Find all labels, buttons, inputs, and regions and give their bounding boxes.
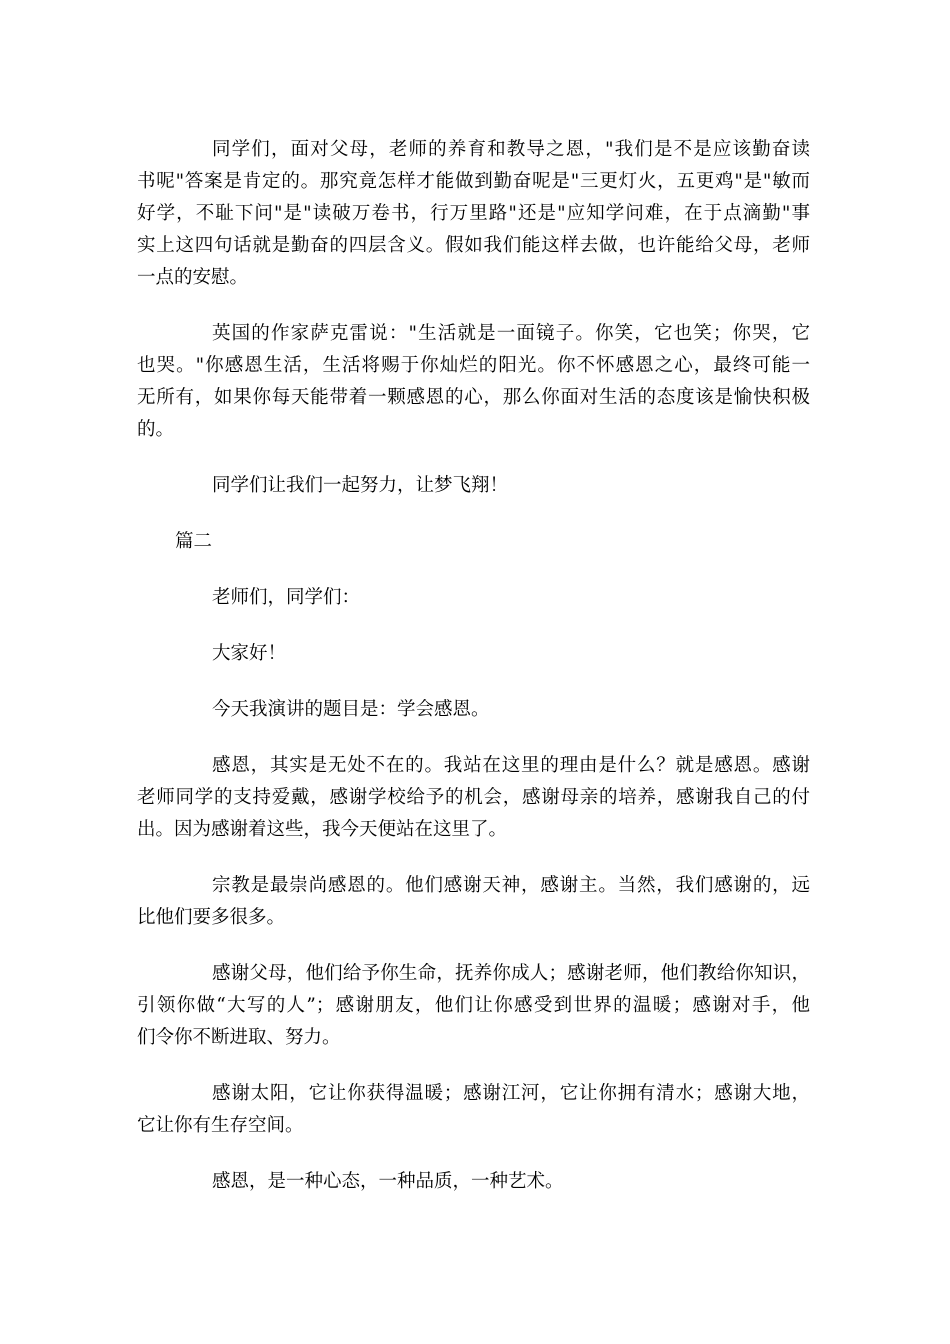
text-line: 同学们让我们一起努力，让梦飞翔！ — [212, 475, 509, 496]
text-line: 好学，不耻下问"是"读破万卷书，行万里路"还是"应知学问难，在于点滴勤"事 — [137, 203, 810, 224]
text-line: 感谢太阳，它让你获得温暖；感谢江河，它让你拥有清水；感谢大地， — [212, 1083, 810, 1104]
paragraph — [137, 134, 810, 294]
paragraph — [137, 870, 810, 934]
text-line: 实上这四句话就是勤奋的四层含义。假如我们能这样去做，也许能给父母，老师 — [137, 235, 810, 256]
text-line: 老师同学的支持爱戴，感谢学校给予的机会，感谢母亲的培养，感谢我自己的付 — [137, 787, 810, 808]
document-body — [137, 134, 810, 1222]
text-line: 感谢父母，他们给予你生命，抚养你成人；感谢老师，他们教给你知识， — [212, 963, 810, 984]
paragraph — [137, 750, 810, 846]
text-line: 它让你有生存空间。 — [137, 1115, 304, 1136]
text-line: 大家好！ — [212, 643, 287, 664]
paragraph — [137, 958, 810, 1054]
paragraph — [137, 318, 810, 446]
paragraph — [137, 1166, 810, 1198]
text-line: 出。因为感谢着这些，我今天便站在这里了。 — [137, 819, 508, 840]
text-line: 感恩，是一种心态，一种品质，一种艺术。 — [212, 1171, 564, 1192]
paragraph — [137, 1078, 810, 1142]
text-line: 一点的安慰。 — [137, 267, 249, 288]
text-line: 的。 — [137, 419, 175, 440]
text-line: 今天我演讲的题目是：学会感恩。 — [212, 699, 490, 720]
text-line: 感恩，其实是无处不在的。我站在这里的理由是什么？就是感恩。感谢 — [212, 755, 810, 776]
text-line: 书呢"答案是肯定的。那究竟怎样才能做到勤奋呢是"三更灯火，五更鸡"是"敏而 — [137, 171, 810, 192]
text-line: 英国的作家萨克雷说："生活就是一面镜子。你笑，它也笑；你哭，它 — [212, 323, 810, 344]
text-line: 老师们，同学们： — [212, 587, 361, 608]
text-line: 比他们要多很多。 — [137, 907, 286, 928]
paragraph — [137, 470, 810, 502]
paragraph — [137, 582, 810, 614]
text-line: 同学们，面对父母，老师的养育和教导之恩，"我们是不是应该勤奋读 — [212, 139, 810, 160]
paragraph — [137, 638, 810, 670]
text-line: 宗教是最崇尚感恩的。他们感谢天神，感谢主。当然，我们感谢的，远 — [212, 875, 810, 896]
paragraph — [137, 694, 810, 726]
text-line: 无所有，如果你每天能带着一颗感恩的心，那么你面对生活的态度该是愉快积极 — [137, 387, 810, 408]
text-line: 们令你不断进取、努力。 — [137, 1027, 341, 1048]
text-line: 引领你做“大写的人”；感谢朋友，他们让你感受到世界的温暖；感谢对手，他 — [137, 995, 810, 1016]
section-heading: 篇二 — [175, 531, 213, 552]
text-line: 也哭。"你感恩生活，生活将赐于你灿烂的阳光。你不怀感恩之心，最终可能一 — [137, 355, 810, 376]
